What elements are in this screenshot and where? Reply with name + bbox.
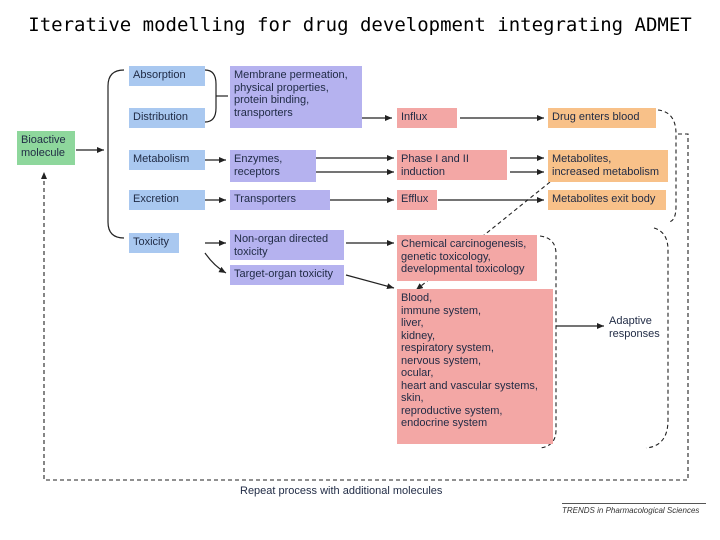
source-rule — [562, 503, 706, 504]
carcinogenesis-node: Chemical carcinogenesis, genetic toxicology, developmental toxicology — [397, 235, 537, 281]
source-credit: TRENDS in Pharmacological Sciences — [562, 506, 700, 515]
organ-systems-node: Blood, immune system, liver, kidney, respiratory system, nervous system, ocular, heart and vascular systems, skin, reproductive system, endocrine system — [397, 289, 553, 444]
metabolites-exit-node: Metabolites exit body — [548, 190, 666, 210]
metabolism-node: Metabolism — [129, 150, 205, 170]
excretion-node: Excretion — [129, 190, 205, 210]
transporters-node: Transporters — [230, 190, 330, 210]
membrane-permeation-node: Membrane permeation, physical properties, protein binding, transporters — [230, 66, 362, 128]
toxicity-node: Toxicity — [129, 233, 179, 253]
efflux-node: Efflux — [397, 190, 437, 210]
target-organ-toxicity-node: Target-organ toxicity — [230, 265, 344, 285]
phase-induction-node: Phase I and II induction — [397, 150, 507, 180]
distribution-node: Distribution — [129, 108, 205, 128]
enzymes-receptors-node: Enzymes, receptors — [230, 150, 316, 182]
bioactive-molecule-node: Bioactive molecule — [17, 131, 75, 165]
drug-enters-blood-node: Drug enters blood — [548, 108, 656, 128]
absorption-node: Absorption — [129, 66, 205, 86]
metabolites-node: Metabolites, increased metabolism — [548, 150, 668, 182]
non-organ-toxicity-node: Non-organ directed toxicity — [230, 230, 344, 260]
adaptive-responses-label: Adaptive responses — [609, 315, 660, 340]
influx-node: Influx — [397, 108, 457, 128]
repeat-process-label: Repeat process with additional molecules — [240, 485, 443, 497]
page-title: Iterative modelling for drug development integrating ADMET — [28, 14, 692, 36]
